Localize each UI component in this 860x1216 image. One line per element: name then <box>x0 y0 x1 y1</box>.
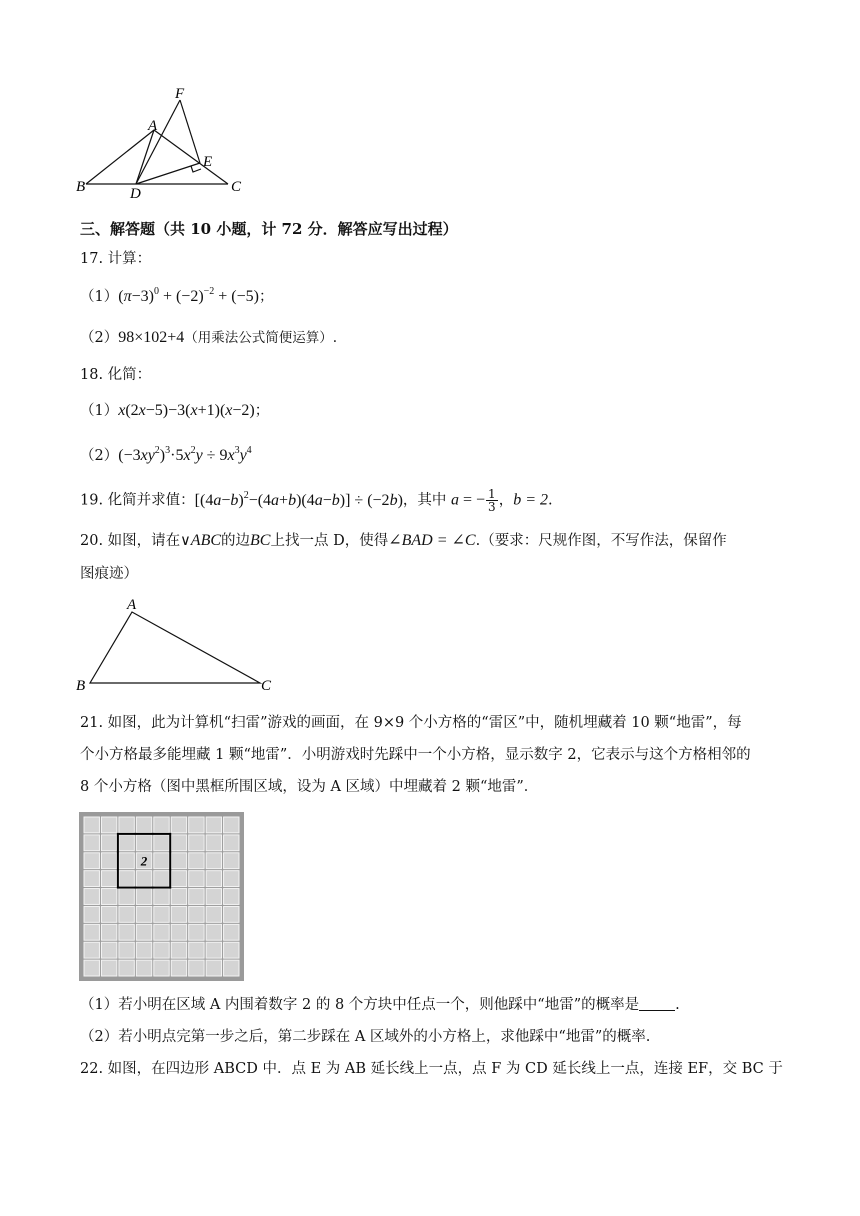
q17-part1: $(1)(\pi-3)^0 + (-2)^{-2} + (-5)$； <box>80 286 274 305</box>
grid-cell <box>224 924 239 940</box>
grid-cell <box>154 960 169 976</box>
grid-cell <box>206 817 221 833</box>
q21-part1: （1）若小明在区域 A 内围着数字 2 的 8 个方块中任点一个，则他踩中“地雷”的概率是 . <box>80 997 680 1013</box>
label-E: E <box>203 154 213 170</box>
grid-cell <box>224 817 239 833</box>
grid-cell <box>154 853 169 869</box>
grid-cell <box>84 889 99 905</box>
q20-line1: 20. 如图，请在∨ABC的边BC上找一点 D，使得∠BAD = ∠C.（要求：尺规作图，不写作法，保留作 <box>80 532 727 549</box>
q20-line2: 图痕迹） <box>80 566 138 582</box>
grid-cell <box>189 835 204 851</box>
q18-stem: 18. 化简： <box>80 367 152 383</box>
grid-cell <box>84 871 99 887</box>
grid-cell <box>189 817 204 833</box>
grid-cell <box>154 817 169 833</box>
grid-cell <box>224 835 239 851</box>
figure-triangle-abc <box>72 596 282 696</box>
q22-line1: 22. 如图，在四边形 ABCD 中．点 E 为 AB 延长线上一点，点 F 为 CD 延长线上一点，连接 EF，交 BC 于 <box>80 1061 783 1077</box>
q18-part2: $(2)(-3xy^2)^3\cdot 5x^2y \div 9x^3y^4$ <box>80 445 252 464</box>
grid-cell <box>84 906 99 922</box>
label-F: F <box>175 86 185 102</box>
grid-cell <box>84 835 99 851</box>
q18-part1: （1）x(2x−5)−3(x+1)(x−2)； <box>80 402 270 419</box>
label-C: C <box>261 678 272 694</box>
grid-cell <box>84 853 99 869</box>
grid-cell <box>136 817 151 833</box>
grid-cell <box>154 871 169 887</box>
grid-number: 2 <box>140 853 148 869</box>
grid-cell <box>154 924 169 940</box>
q17-stem: 17. 计算： <box>80 251 152 267</box>
grid-cell <box>119 853 134 869</box>
grid-cell <box>206 835 221 851</box>
grid-cell <box>206 942 221 958</box>
grid-cell <box>224 906 239 922</box>
grid-cell <box>189 960 204 976</box>
grid-cell <box>119 924 134 940</box>
grid-cell <box>171 960 186 976</box>
grid-cell <box>136 924 151 940</box>
grid-cell <box>101 871 116 887</box>
grid-cell <box>171 817 186 833</box>
grid-cell <box>101 924 116 940</box>
grid-cell <box>84 817 99 833</box>
grid-cell <box>136 960 151 976</box>
grid-cell <box>119 889 134 905</box>
grid-cell <box>136 871 151 887</box>
grid-cell <box>206 906 221 922</box>
grid-cell <box>189 871 204 887</box>
grid-cell <box>171 853 186 869</box>
label-C: C <box>231 179 242 195</box>
grid-cell <box>119 835 134 851</box>
figure-triangle-abcdef <box>70 84 270 200</box>
grid-cell <box>189 889 204 905</box>
grid-cell <box>224 853 239 869</box>
label-A: A <box>127 597 137 613</box>
q21-part2: （2）若小明点完第一步之后，第二步踩在 A 区域外的小方格上，求他踩中“地雷”的概率. <box>80 1029 651 1045</box>
grid-cell <box>171 835 186 851</box>
grid-cell <box>84 924 99 940</box>
grid-cell <box>154 835 169 851</box>
grid-cell <box>154 906 169 922</box>
label-D: D <box>130 186 141 200</box>
grid-cell <box>224 942 239 958</box>
grid-cell <box>136 906 151 922</box>
minesweeper-grid <box>79 812 244 981</box>
grid-cell <box>224 889 239 905</box>
grid-cell <box>206 924 221 940</box>
grid-cell <box>171 871 186 887</box>
grid-cell <box>136 835 151 851</box>
grid-cell <box>189 942 204 958</box>
grid-cell <box>101 942 116 958</box>
grid-cell <box>101 853 116 869</box>
grid-cell <box>224 960 239 976</box>
q19: 19. 化简并求值：$[(4a-b)^2-(4a+b)(4a-b)] \div (-2b)$，其中 a = − $\frac{1}{3}$ ，b = 2. <box>80 487 553 514</box>
grid-cell <box>101 817 116 833</box>
grid-cell <box>171 924 186 940</box>
grid-cell <box>119 871 134 887</box>
grid-cell <box>171 906 186 922</box>
grid-cell <box>224 871 239 887</box>
section-heading: 三、解答题（共 10 小题，计 72 分．解答应写出过程） <box>80 220 458 238</box>
label-B: B <box>76 179 86 195</box>
grid-cell <box>206 871 221 887</box>
grid-cell <box>119 960 134 976</box>
grid-cell <box>171 889 186 905</box>
grid-cell <box>119 942 134 958</box>
q21-line2: 个小方格最多能埋藏 1 颗“地雷”．小明游戏时先踩中一个小方格，显示数字 2，它表示与这个方格相邻的 <box>80 747 751 763</box>
grid-cell <box>101 835 116 851</box>
grid-cell <box>171 942 186 958</box>
grid-cell <box>136 942 151 958</box>
grid-cell <box>189 906 204 922</box>
q21-line3: 8 个小方格（图中黑框所围区域，设为 A 区域）中埋藏着 2 颗“地雷”． <box>80 779 539 795</box>
grid-cell <box>206 853 221 869</box>
grid-cell <box>206 960 221 976</box>
grid-cell <box>84 942 99 958</box>
grid-cell <box>154 942 169 958</box>
grid-cell <box>101 960 116 976</box>
grid-cell <box>84 960 99 976</box>
grid-cell <box>154 889 169 905</box>
grid-cell <box>136 889 151 905</box>
grid-cell <box>119 817 134 833</box>
q21-line1: 21. 如图，此为计算机“扫雷”游戏的画面，在 9×9 个小方格的“雷区”中，随机埋藏着 10 颗“地雷”，每 <box>80 715 742 731</box>
label-B: B <box>76 678 86 694</box>
grid-cell <box>101 889 116 905</box>
grid-cell <box>189 924 204 940</box>
answer-blank <box>639 996 675 1011</box>
grid-cell <box>119 906 134 922</box>
q17-part2: （2）98×102+4（用乘法公式简便运算）. <box>80 329 338 346</box>
grid-cell <box>206 889 221 905</box>
grid-cell <box>189 853 204 869</box>
label-A: A <box>148 118 158 134</box>
grid-cell <box>101 906 116 922</box>
